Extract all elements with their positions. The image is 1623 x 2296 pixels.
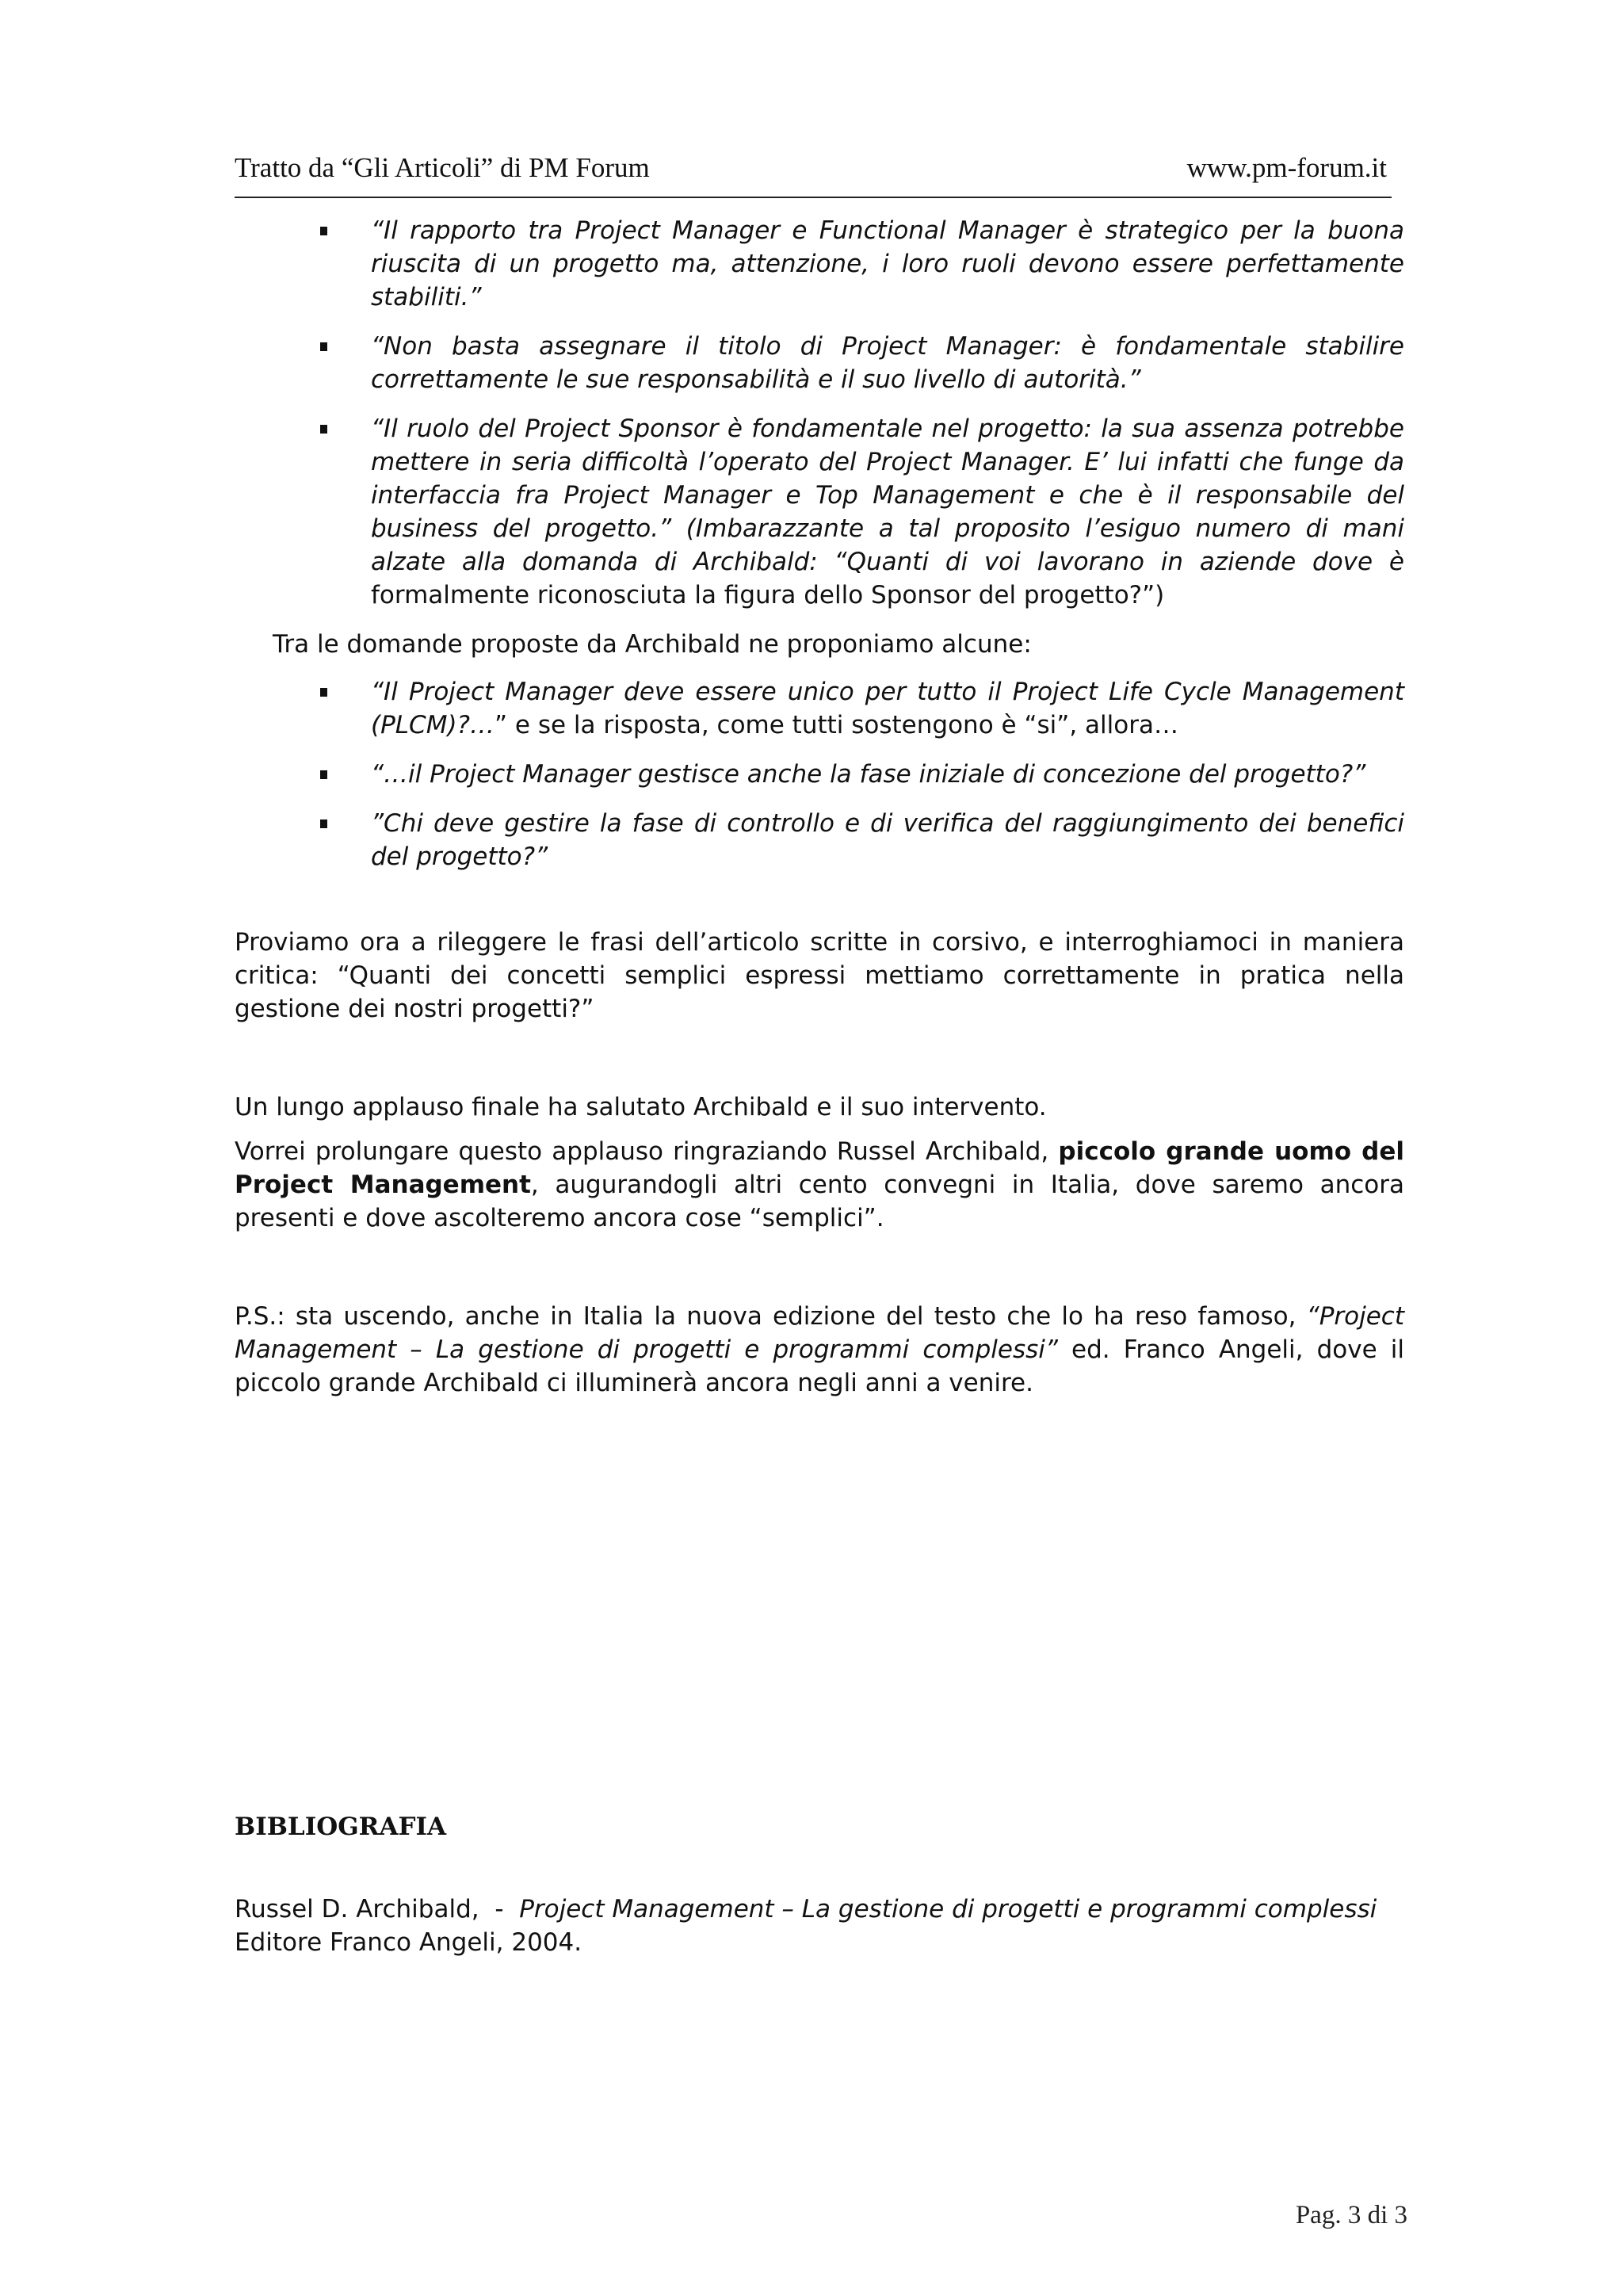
quote-text: “Non basta assegnare il titolo di Project Manager: è fondamentale stabilire correttamente le sue responsabilità e il suo livello di autorità.”	[371, 332, 1404, 394]
ps-book-title: “Project Management – La gestione di progetti e programmi complessi”	[235, 1302, 1404, 1364]
page-content	[235, 214, 1404, 1959]
bullet-square-icon	[320, 227, 327, 235]
paragraph-applause: Un lungo applauso finale ha salutato Archibald e il suo intervento.	[235, 1093, 1047, 1121]
list-item	[371, 807, 1404, 873]
quote-text: “Il rapporto tra Project Manager e Functional Manager è strategico per la buona riuscita di un progetto ma, attenzione, i loro ruoli devono essere perfettamente stabiliti.”	[371, 216, 1404, 311]
question-text: “Il Project Manager deve essere unico per tutto il Project Life Cycle Management (PLCM)?…	[371, 678, 1404, 739]
quote-text: “Il ruolo del Project Sponsor è fondamentale nel progetto: la sua assenza potrebbe mettere in seria difficoltà l’operato del Project Manager. E’ lui infatti che funge da interfaccia fra Project Manager e Top Management e che è il responsabile del business del progetto.” (Imbarazzante a tal proposito l’esiguo numero di mani alzate alla domanda di Archibald: “Quanti di voi lavorano in aziende dove è	[371, 415, 1404, 576]
bibliography-title: BIBLIOGRAFIA	[235, 1813, 447, 1841]
ps-text-after: ed. Franco Angeli, dove il piccolo grande Archibald ci illuminerà ancora negli anni a venire.	[235, 1335, 1404, 1397]
bib-publisher: Editore Franco Angeli, 2004.	[235, 1928, 582, 1957]
question-text: “…il Project Manager gestisce anche la fase iniziale di concezione del progetto?”	[371, 760, 1366, 789]
page-header	[235, 152, 1392, 198]
thanks-text: Vorrei prolungare questo applauso ringraziando Russel Archibald,	[235, 1137, 1059, 1166]
paragraph-thanks	[235, 1135, 1404, 1235]
bib-title: Project Management – La gestione di progetti e programmi complessi	[519, 1895, 1377, 1924]
quote-text-normal: formalmente riconosciuta la figura dello Sponsor del progetto?”)	[371, 581, 1165, 609]
list-item	[371, 214, 1404, 314]
list-item	[371, 758, 1404, 791]
list-item	[371, 675, 1404, 742]
header-website: www.pm-forum.it	[1186, 152, 1387, 183]
paragraph-ps	[235, 1300, 1404, 1400]
bibliography-entry	[235, 1893, 1404, 1959]
bullet-square-icon	[320, 425, 327, 434]
list-item	[371, 330, 1404, 396]
bullet-square-icon	[320, 770, 327, 779]
questions-list	[235, 675, 1404, 873]
header-source: Tratto da “Gli Articoli” di PM Forum	[235, 152, 650, 183]
bullet-square-icon	[320, 342, 327, 351]
paragraph-reread: Proviamo ora a rileggere le frasi dell’articolo scritte in corsivo, e interroghiamoci in maniera critica: “Quanti dei concetti semplici espressi mettiamo correttamente in pratica nella gestione dei nostri progetti?”	[235, 928, 1404, 1023]
bullet-square-icon	[320, 819, 327, 828]
bib-author: Russel D. Archibald, -	[235, 1895, 520, 1924]
questions-intro: Tra le domande proposte da Archibald ne proponiamo alcune:	[273, 630, 1032, 659]
list-item	[371, 412, 1404, 612]
page-number: Pag. 3 di 3	[1295, 2201, 1407, 2229]
question-text-normal: ” e se la risposta, come tutti sostengono è “si”, allora…	[495, 711, 1178, 739]
thanks-text-after: , augurandogli altri cento convegni in Italia, dove saremo ancora presenti e dove ascolteremo ancora cose “semplici”.	[235, 1171, 1404, 1232]
quotes-list	[235, 214, 1404, 612]
question-text: ”Chi deve gestire la fase di controllo e di verifica del raggiungimento dei benefici del progetto?”	[371, 809, 1404, 871]
thanks-bold: piccolo grande uomo del Project Management	[235, 1137, 1404, 1199]
ps-text: P.S.: sta uscendo, anche in Italia la nuova edizione del testo che lo ha reso famoso,	[235, 1302, 1307, 1331]
bullet-square-icon	[320, 688, 327, 697]
